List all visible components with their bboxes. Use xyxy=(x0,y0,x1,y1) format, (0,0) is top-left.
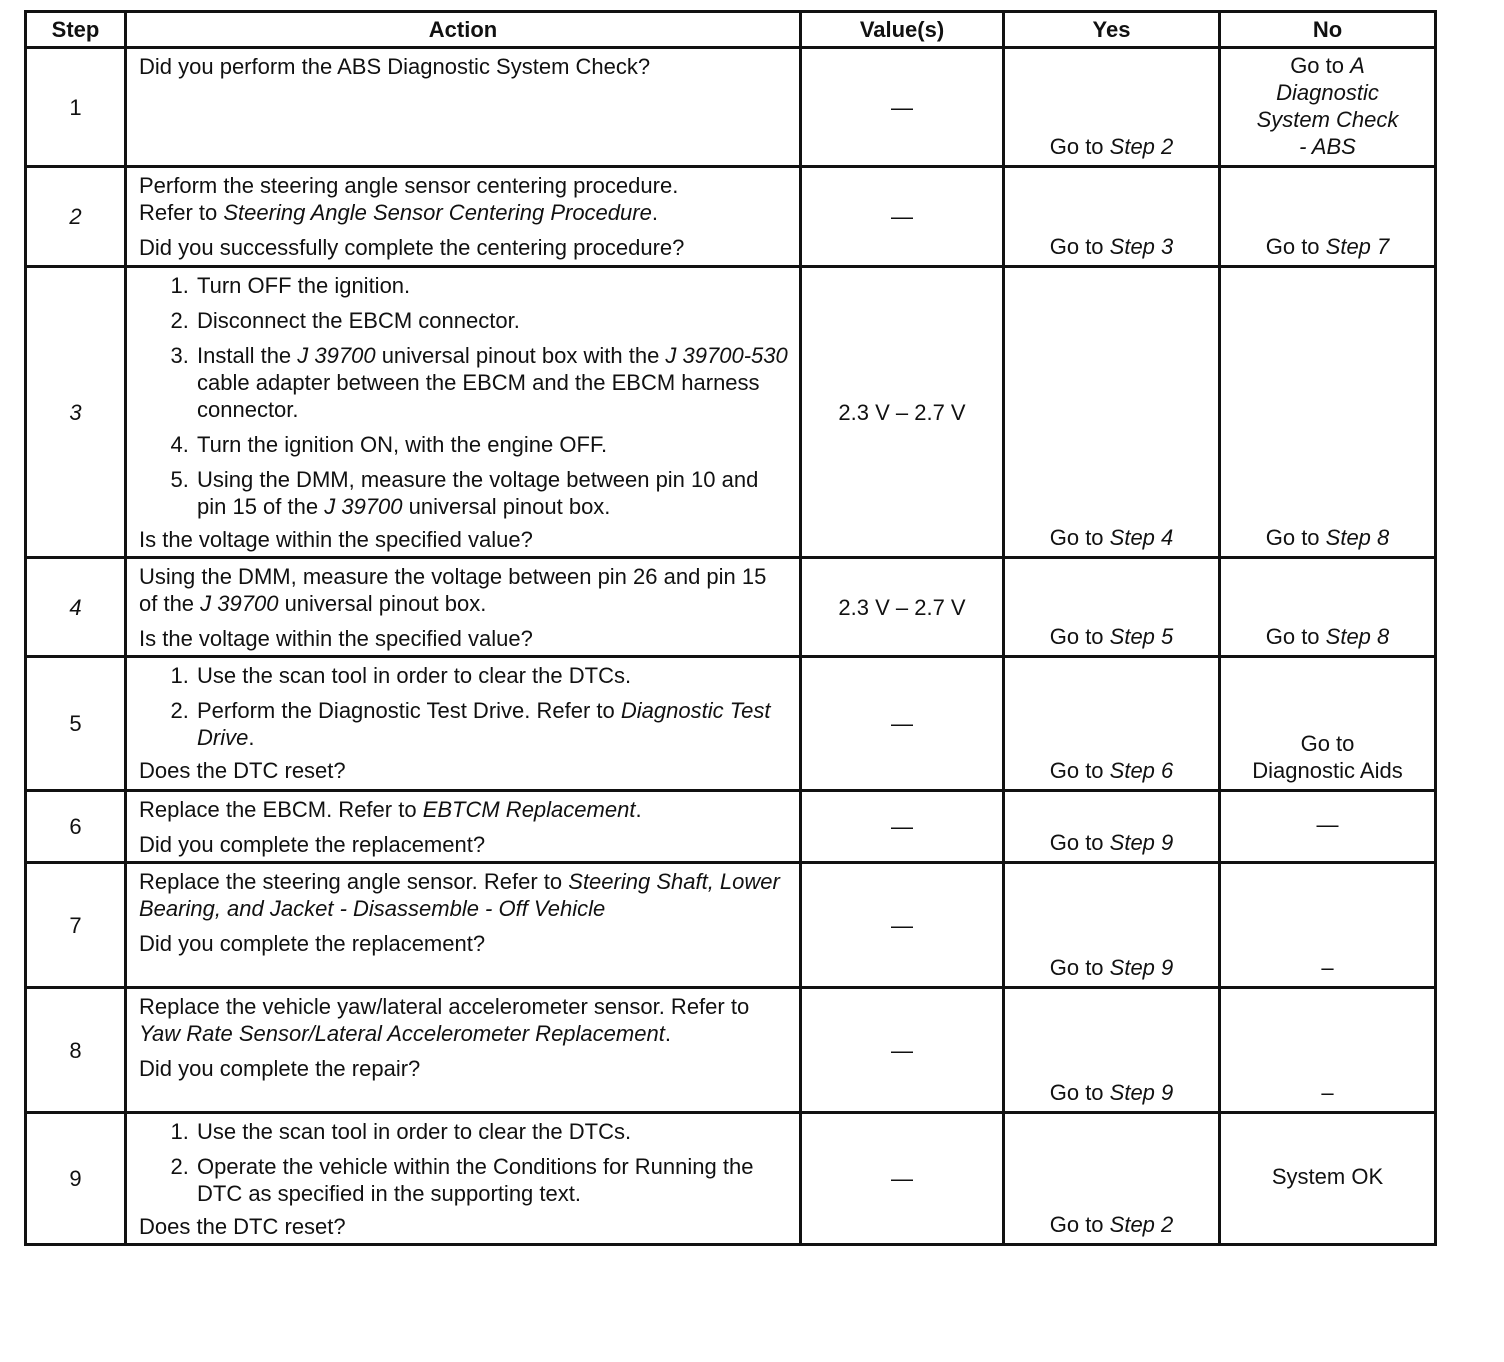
no-cell: — xyxy=(1220,791,1436,863)
action-question: Did you complete the repair? xyxy=(139,1056,421,1081)
yes-prefix: Go to xyxy=(1049,1080,1110,1105)
step-number-text: 4 xyxy=(69,594,82,620)
tool-reference: J 39700 xyxy=(200,591,279,616)
yes-target-link[interactable]: Step 5 xyxy=(1109,624,1174,649)
no-cell: – xyxy=(1220,863,1436,988)
yes-cell xyxy=(1004,863,1220,988)
yes-prefix: Go to xyxy=(1049,955,1110,980)
header-values: Value(s) xyxy=(801,12,1004,48)
action-steps-list xyxy=(139,272,789,520)
table-row xyxy=(26,657,1436,791)
yes-prefix: Go to xyxy=(1049,830,1110,855)
no-prefix: Go to xyxy=(1300,731,1355,756)
yes-target-link[interactable]: Step 9 xyxy=(1109,1080,1174,1105)
action-text xyxy=(139,796,789,823)
value-cell: 2.3 V – 2.7 V xyxy=(801,558,1004,657)
yes-target-link[interactable]: Step 4 xyxy=(1109,525,1174,550)
action-question: Is the voltage within the specified value? xyxy=(139,626,533,651)
step-number: 7 xyxy=(26,863,126,988)
refer-prefix: Refer to xyxy=(139,200,224,225)
action-question: Does the DTC reset? xyxy=(139,1214,346,1239)
table-row xyxy=(26,988,1436,1113)
value-cell: — xyxy=(801,48,1004,167)
no-cell xyxy=(1220,267,1436,558)
action-cell xyxy=(126,167,801,267)
no-cell xyxy=(1220,167,1436,267)
list-item: 2. Disconnect the EBCM connector. xyxy=(195,307,789,334)
table-row xyxy=(26,267,1436,558)
yes-cell xyxy=(1004,48,1220,167)
action-cell xyxy=(126,657,801,791)
table-row xyxy=(26,791,1436,863)
value-cell: — xyxy=(801,167,1004,267)
action-question: Did you perform the ABS Diagnostic System Check? xyxy=(139,54,651,79)
yes-target-link[interactable]: Step 2 xyxy=(1109,134,1174,159)
yes-target-link[interactable]: Step 9 xyxy=(1109,955,1174,980)
item-text: universal pinout box. xyxy=(402,494,611,519)
list-item xyxy=(195,697,789,751)
no-target-link[interactable]: Step 7 xyxy=(1325,234,1390,259)
step-number: 9 xyxy=(26,1113,126,1245)
no-cell xyxy=(1220,48,1436,167)
list-item: 1. Use the scan tool in order to clear the DTCs. xyxy=(195,662,789,689)
action-sentence: Using the DMM, measure the voltage between pin 26 and pin 15 of the xyxy=(139,564,767,616)
item-text: Perform the Diagnostic Test Drive. Refer to xyxy=(197,698,621,723)
no-cell: System OK xyxy=(1220,1113,1436,1245)
step-number: 1 xyxy=(26,48,126,167)
step-number-text: 2 xyxy=(69,204,82,229)
tool-reference: J 39700 xyxy=(297,343,376,368)
step-number xyxy=(26,167,126,267)
header-no: No xyxy=(1220,12,1436,48)
step-number: 6 xyxy=(26,791,126,863)
action-cell xyxy=(126,988,801,1113)
action-text xyxy=(139,868,789,922)
step-number: 8 xyxy=(26,988,126,1113)
value-cell: — xyxy=(801,988,1004,1113)
action-text xyxy=(139,563,789,617)
list-item: 2. Operate the vehicle within the Conditions for Running the DTC as specified in the supporting text. xyxy=(195,1153,789,1207)
value-cell: — xyxy=(801,791,1004,863)
no-target-link[interactable]: Step 8 xyxy=(1325,624,1390,649)
yes-prefix: Go to xyxy=(1049,525,1110,550)
action-steps-list xyxy=(139,662,789,751)
action-sentence: Perform the steering angle sensor centering procedure. xyxy=(139,173,679,198)
yes-cell xyxy=(1004,657,1220,791)
action-sentence: Replace the steering angle sensor. Refer to xyxy=(139,869,569,894)
yes-prefix: Go to xyxy=(1049,134,1110,159)
procedure-reference-link[interactable]: Yaw Rate Sensor/Lateral Accelerometer Replacement xyxy=(139,1021,665,1046)
yes-prefix: Go to xyxy=(1049,624,1110,649)
no-target-link[interactable]: Diagnostic Aids xyxy=(1252,758,1403,783)
step-number xyxy=(26,267,126,558)
tool-reference: J 39700-530 xyxy=(665,343,788,368)
tool-reference: J 39700 xyxy=(324,494,403,519)
action-steps-list xyxy=(139,1118,789,1207)
yes-target-link[interactable]: Step 9 xyxy=(1109,830,1174,855)
value-cell: — xyxy=(801,863,1004,988)
header-action: Action xyxy=(126,12,801,48)
no-prefix: Go to xyxy=(1265,525,1326,550)
no-prefix: Go to xyxy=(1265,624,1326,649)
action-question: Did you complete the replacement? xyxy=(139,931,486,956)
diagnostic-procedure-table xyxy=(24,10,1437,1246)
action-cell xyxy=(126,791,801,863)
table-row xyxy=(26,167,1436,267)
yes-cell xyxy=(1004,167,1220,267)
action-cell xyxy=(126,267,801,558)
yes-target-link[interactable]: Step 6 xyxy=(1109,758,1174,783)
action-text xyxy=(139,993,789,1047)
no-prefix: Go to xyxy=(1265,234,1326,259)
item-text: Install the xyxy=(197,343,298,368)
action-sentence: Replace the vehicle yaw/lateral accelerometer sensor. Refer to xyxy=(139,994,750,1019)
table-row xyxy=(26,1113,1436,1245)
yes-prefix: Go to xyxy=(1049,1212,1110,1237)
action-sentence: Replace the EBCM. Refer to xyxy=(139,797,423,822)
yes-cell xyxy=(1004,1113,1220,1245)
step-number-text: 3 xyxy=(69,399,82,425)
list-item: 1. Turn OFF the ignition. xyxy=(195,272,789,299)
yes-target-link[interactable]: Step 2 xyxy=(1109,1212,1174,1237)
header-yes: Yes xyxy=(1004,12,1220,48)
item-text: Using the DMM, measure the voltage between pin 10 and pin 15 of the xyxy=(197,467,759,519)
refer-suffix: . xyxy=(651,200,658,225)
no-target-link[interactable]: A Diagnostic System Check - ABS xyxy=(1256,53,1399,159)
value-cell: — xyxy=(801,1113,1004,1245)
yes-cell xyxy=(1004,791,1220,863)
procedure-reference-link[interactable]: Steering Angle Sensor Centering Procedure xyxy=(223,200,652,225)
list-item: 1. Use the scan tool in order to clear the DTCs. xyxy=(195,1118,789,1145)
value-cell: 2.3 V – 2.7 V xyxy=(801,267,1004,558)
action-question: Does the DTC reset? xyxy=(139,758,346,783)
no-prefix: Go to xyxy=(1290,53,1351,78)
yes-target-link[interactable]: Step 3 xyxy=(1109,234,1174,259)
list-item: 4. Turn the ignition ON, with the engine OFF. xyxy=(195,431,789,458)
table-row xyxy=(26,863,1436,988)
yes-cell xyxy=(1004,558,1220,657)
item-text: cable adapter between the EBCM and the EBCM harness connector. xyxy=(197,370,760,422)
list-item xyxy=(195,466,789,520)
yes-prefix: Go to xyxy=(1049,234,1110,259)
procedure-reference-link[interactable]: EBTCM Replacement xyxy=(422,797,636,822)
yes-cell xyxy=(1004,988,1220,1113)
value-cell: — xyxy=(801,657,1004,791)
header-step: Step xyxy=(26,12,126,48)
action-cell xyxy=(126,1113,801,1245)
no-cell: – xyxy=(1220,988,1436,1113)
no-target-link[interactable]: Step 8 xyxy=(1325,525,1390,550)
list-item xyxy=(195,342,789,423)
action-question: Is the voltage within the specified value? xyxy=(139,527,533,552)
step-number: 5 xyxy=(26,657,126,791)
action-cell xyxy=(126,863,801,988)
step-number xyxy=(26,558,126,657)
action-text xyxy=(139,172,789,226)
item-text: . xyxy=(248,725,255,750)
action-cell xyxy=(126,558,801,657)
no-cell xyxy=(1220,558,1436,657)
action-question: Did you successfully complete the centering procedure? xyxy=(139,235,685,260)
action-sentence: universal pinout box. xyxy=(278,591,487,616)
yes-prefix: Go to xyxy=(1049,758,1110,783)
action-question: Did you complete the replacement? xyxy=(139,832,486,857)
action-cell xyxy=(126,48,801,167)
item-text: universal pinout box with the xyxy=(375,343,666,368)
table-row xyxy=(26,558,1436,657)
table-header-row xyxy=(26,12,1436,48)
no-cell xyxy=(1220,657,1436,791)
procedure-reference-link[interactable]: Diagnostic Test Drive xyxy=(197,698,771,750)
action-sentence: . xyxy=(635,797,642,822)
yes-cell xyxy=(1004,267,1220,558)
table-row xyxy=(26,48,1436,167)
action-sentence: . xyxy=(664,1021,671,1046)
procedure-reference-link[interactable]: Steering Shaft, Lower Bearing, and Jacket - Disassemble - Off Vehicle xyxy=(139,869,780,921)
